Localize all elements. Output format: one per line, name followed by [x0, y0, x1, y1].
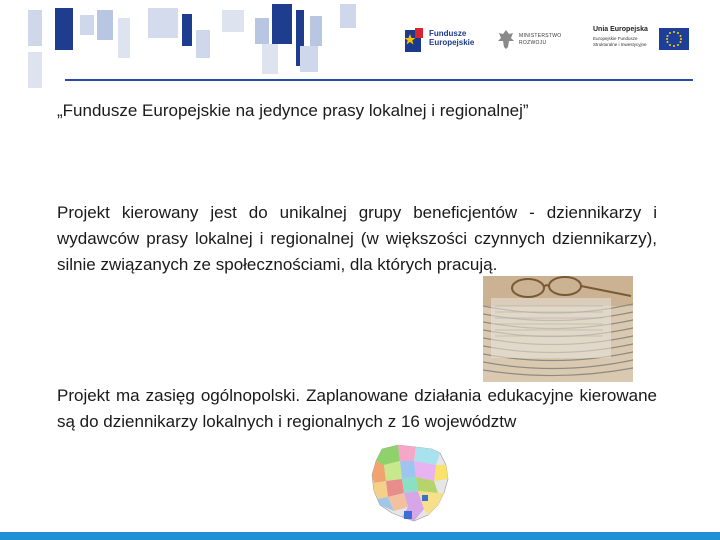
paragraph-scope: Projekt ma zasięg ogólnopolski. Zaplanowane działania edukacyjne kierowane są do dziennikarzy lokalnych i regionalnych z 16 województw — [57, 386, 657, 431]
unia-europejska-logo — [593, 24, 695, 60]
header-rule — [65, 79, 693, 81]
logos-bar — [405, 18, 695, 63]
slide-title: „Fundusze Europejskie na jedynce prasy lokalnej i regionalnej” — [57, 101, 529, 120]
mr-logo-line2: ROZWOJU — [519, 40, 547, 46]
paragraph-beneficiaries: Projekt kierowany jest do unikalnej grupy beneficjentów - dziennikarzy i wydawców prasy lokalnej i regionalnej (w większości czynnych dziennikarzy), silnie związanych ze społecznościami, dla których pracują. — [57, 203, 657, 274]
eu-flag-icon — [659, 28, 689, 50]
mr-logo-line1: MINISTERSTWO — [519, 33, 562, 39]
fe-star-icon — [405, 28, 425, 52]
decorative-squares — [0, 0, 360, 90]
bottom-accent-bar — [0, 532, 720, 540]
ue-logo-subtitle: Europejskie Fundusze Strukturalne i Inwestycyjne — [593, 36, 647, 47]
newspaper-glasses-image — [483, 276, 633, 382]
fe-logo-line2: Europejskie — [429, 38, 475, 47]
fundusze-europejskie-logo — [405, 26, 480, 56]
ministerstwo-rozwoju-logo — [497, 26, 577, 56]
ue-logo-title: Unia Europejska — [593, 26, 648, 33]
eagle-icon — [497, 28, 515, 50]
fe-logo-line1: Fundusze — [429, 29, 467, 38]
poland-voivodeships-map — [368, 443, 453, 523]
